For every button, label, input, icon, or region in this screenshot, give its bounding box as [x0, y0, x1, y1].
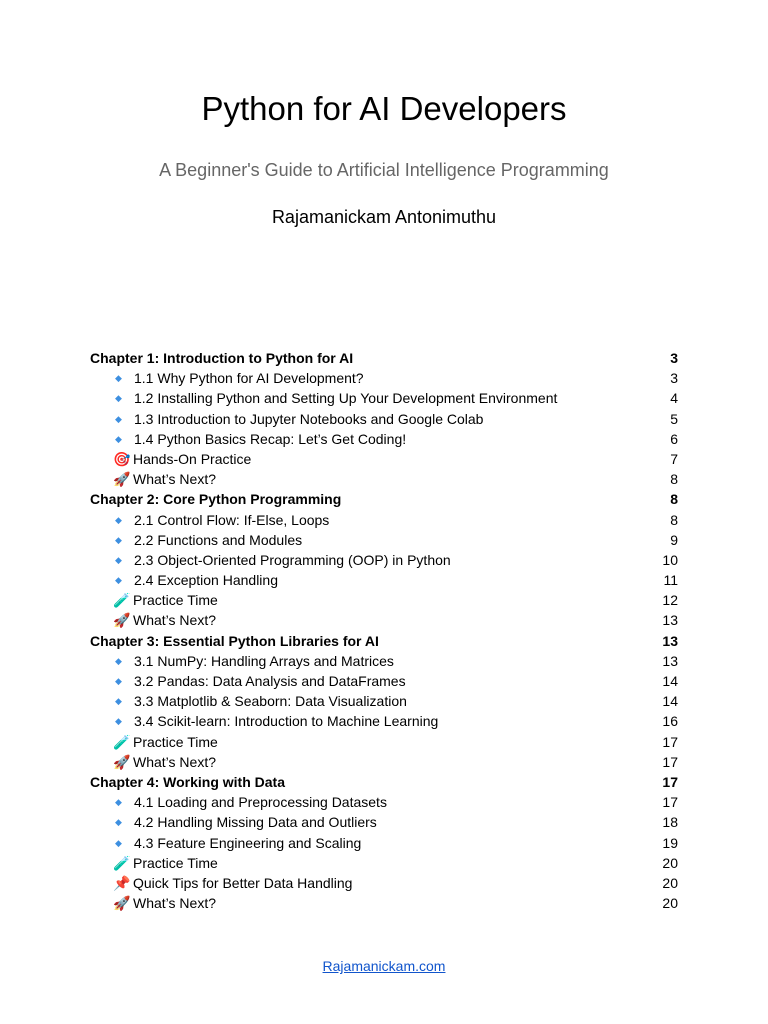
- toc-entry-label: 2.2 Functions and Modules: [134, 531, 303, 548]
- toc-entry-label: 1.2 Installing Python and Setting Up Your Development Environment: [134, 390, 558, 407]
- toc-entry: [90, 711, 648, 731]
- toc-entry-label: 3.2 Pandas: Data Analysis and DataFrames: [134, 673, 406, 689]
- toc-section-row[interactable]: [90, 893, 678, 913]
- toc-section-row[interactable]: [90, 752, 678, 772]
- toc-page-number: 20: [662, 874, 678, 891]
- toc-entry-label: Chapter 2: Core Python Programming: [90, 491, 342, 508]
- pushpin-icon: 📌: [113, 874, 131, 891]
- target-icon: 🎯: [113, 450, 131, 467]
- toc-entry: [90, 671, 648, 691]
- toc-section-row[interactable]: [90, 853, 678, 873]
- toc-page-number: 17: [662, 753, 678, 770]
- toc-entry: [90, 833, 648, 853]
- diamond-icon: ◆: [115, 393, 122, 404]
- author-name: Rajamanickam Antonimuthu: [271, 207, 497, 227]
- toc-entry-label: Practice Time: [133, 592, 218, 609]
- toc-chapter-row[interactable]: [90, 489, 678, 509]
- diamond-icon: ◆: [115, 373, 122, 384]
- toc-entry-label: Hands-On Practice: [133, 450, 252, 467]
- toc-section-row[interactable]: [90, 550, 678, 570]
- toc-entry-label: Chapter 3: Essential Python Libraries for AI: [90, 632, 379, 649]
- toc-section-row[interactable]: [90, 469, 678, 489]
- toc-entry: [90, 772, 648, 792]
- toc-entry-label: What’s Next?: [133, 471, 216, 488]
- test-tube-icon: 🧪: [113, 592, 131, 609]
- toc-entry: [90, 409, 648, 429]
- toc-page-number: 10: [662, 551, 678, 568]
- toc-page-number: 13: [662, 612, 678, 629]
- rocket-icon: 🚀: [113, 471, 131, 488]
- toc-page-number: 5: [670, 410, 678, 427]
- diamond-icon: ◆: [115, 696, 122, 707]
- diamond-icon: ◆: [115, 655, 122, 666]
- toc-page-number: 3: [670, 350, 678, 366]
- footer: [0, 958, 768, 974]
- toc-entry-label: What’s Next?: [133, 612, 216, 629]
- toc-entry: [90, 429, 648, 449]
- diamond-icon: ◆: [115, 514, 122, 525]
- toc-entry-label: 3.1 NumPy: Handling Arrays and Matrices: [134, 652, 394, 669]
- toc-entry: [90, 893, 648, 913]
- toc-page-number: 16: [662, 713, 678, 730]
- toc-section-row[interactable]: [90, 833, 678, 853]
- toc-entry-label: Quick Tips for Better Data Handling: [133, 874, 353, 891]
- toc-entry: [90, 550, 648, 570]
- toc-entry: [90, 853, 648, 873]
- toc-section-row[interactable]: [90, 711, 678, 731]
- toc-page-number: 17: [662, 733, 678, 750]
- toc-entry: [90, 752, 648, 772]
- diamond-icon: ◆: [115, 837, 122, 848]
- toc-page-number: 8: [670, 471, 678, 488]
- toc-page-number: 13: [662, 632, 678, 649]
- toc-entry-label: Practice Time: [133, 854, 218, 871]
- toc-entry-label: What’s Next?: [133, 753, 216, 770]
- rocket-icon: 🚀: [113, 895, 131, 912]
- diamond-icon: ◆: [115, 413, 122, 424]
- toc-entry: [90, 368, 648, 388]
- toc-section-row[interactable]: [90, 732, 678, 752]
- toc-section-row[interactable]: [90, 812, 678, 832]
- toc-section-row[interactable]: [90, 570, 678, 590]
- toc-page-number: 3: [670, 370, 678, 387]
- toc-section-row[interactable]: [90, 651, 678, 671]
- toc-entry: [90, 530, 648, 550]
- toc-entry: [90, 691, 648, 711]
- table-of-contents: [90, 348, 678, 913]
- toc-entry: [90, 812, 648, 832]
- toc-page-number: 18: [662, 814, 678, 831]
- document-title: Python for AI Developers: [201, 90, 567, 127]
- diamond-icon: ◆: [115, 433, 122, 444]
- toc-page-number: 6: [670, 430, 678, 447]
- toc-entry: [90, 388, 648, 408]
- toc-entry-label: 2.3 Object-Oriented Programming (OOP) in Python: [134, 551, 451, 568]
- diamond-icon: ◆: [115, 716, 122, 727]
- toc-page-number: 14: [662, 673, 678, 689]
- toc-page-number: 14: [662, 693, 678, 710]
- toc-page-number: 13: [662, 652, 678, 669]
- toc-page-number: 7: [670, 450, 678, 467]
- toc-entry-label: 2.4 Exception Handling: [134, 572, 278, 589]
- document-subtitle: A Beginner's Guide to Artificial Intelligence Programming: [159, 160, 609, 180]
- toc-entry: [90, 873, 648, 893]
- toc-page-number: 17: [662, 794, 678, 811]
- toc-entry-label: 1.1 Why Python for AI Development?: [134, 370, 364, 387]
- toc-page-number: 11: [663, 572, 678, 589]
- toc-page-number: 17: [662, 773, 678, 790]
- toc-entry: [90, 732, 648, 752]
- rocket-icon: 🚀: [113, 753, 131, 770]
- toc-section-row[interactable]: [90, 590, 678, 610]
- toc-entry: [90, 651, 648, 671]
- toc-entry-label: 3.3 Matplotlib & Seaborn: Data Visualization: [134, 693, 407, 710]
- toc-section-row[interactable]: [90, 530, 678, 550]
- toc-page-number: 9: [670, 531, 678, 548]
- toc-page-number: 8: [670, 491, 678, 508]
- toc-section-row[interactable]: [90, 409, 678, 429]
- toc-entry-label: 4.2 Handling Missing Data and Outliers: [134, 814, 377, 831]
- toc-section-row[interactable]: [90, 671, 678, 691]
- toc-entry: [90, 631, 648, 651]
- toc-entry-label: Chapter 4: Working with Data: [90, 773, 285, 790]
- toc-section-row[interactable]: [90, 510, 678, 530]
- toc-section-row[interactable]: [90, 449, 678, 469]
- toc-entry-label: Chapter 1: Introduction to Python for AI: [90, 350, 354, 366]
- toc-entry-label: What’s Next?: [133, 895, 216, 912]
- toc-entry-label: 3.4 Scikit-learn: Introduction to Machine Learning: [134, 713, 439, 730]
- toc-entry: [90, 469, 648, 489]
- toc-entry-label: 2.1 Control Flow: If-Else, Loops: [134, 511, 330, 528]
- toc-page-number: 12: [662, 592, 678, 609]
- toc-section-row[interactable]: [90, 873, 678, 893]
- toc-page-number: 4: [670, 390, 678, 407]
- toc-entry: [90, 449, 648, 469]
- toc-entry: [90, 792, 648, 812]
- diamond-icon: ◆: [115, 554, 122, 565]
- toc-entry-label: 1.3 Introduction to Jupyter Notebooks and Google Colab: [134, 410, 484, 427]
- diamond-icon: ◆: [115, 676, 122, 686]
- toc-chapter-row[interactable]: [90, 631, 678, 651]
- toc-chapter-row[interactable]: [90, 348, 678, 368]
- toc-entry-label: 1.4 Python Basics Recap: Let’s Get Coding!: [134, 430, 407, 447]
- toc-section-row[interactable]: [90, 792, 678, 812]
- toc-entry-label: 4.1 Loading and Preprocessing Datasets: [134, 794, 387, 811]
- toc-page-number: 20: [662, 854, 678, 871]
- toc-section-row[interactable]: [90, 429, 678, 449]
- toc-entry-label: 4.3 Feature Engineering and Scaling: [134, 834, 362, 851]
- toc-page-number: 20: [662, 895, 678, 912]
- footer-link[interactable]: Rajamanickam.com: [322, 958, 446, 974]
- diamond-icon: ◆: [115, 575, 122, 586]
- toc-section-row[interactable]: [90, 610, 678, 630]
- toc-entry: [90, 610, 648, 630]
- diamond-icon: ◆: [115, 817, 122, 828]
- rocket-icon: 🚀: [113, 612, 131, 629]
- toc-chapter-row[interactable]: [90, 772, 678, 792]
- toc-entry-label: Practice Time: [133, 733, 218, 750]
- toc-entry: [90, 590, 648, 610]
- test-tube-icon: 🧪: [113, 854, 131, 871]
- toc-entry: [90, 489, 648, 509]
- toc-entry: [90, 348, 648, 368]
- toc-section-row[interactable]: [90, 368, 678, 388]
- diamond-icon: ◆: [115, 797, 122, 808]
- diamond-icon: ◆: [115, 534, 122, 545]
- toc-page-number: 8: [670, 511, 678, 528]
- toc-section-row[interactable]: [90, 691, 678, 711]
- toc-entry: [90, 570, 648, 590]
- toc-page-number: 19: [662, 834, 678, 851]
- test-tube-icon: 🧪: [113, 733, 131, 750]
- toc-section-row[interactable]: [90, 388, 678, 408]
- toc-entry: [90, 510, 648, 530]
